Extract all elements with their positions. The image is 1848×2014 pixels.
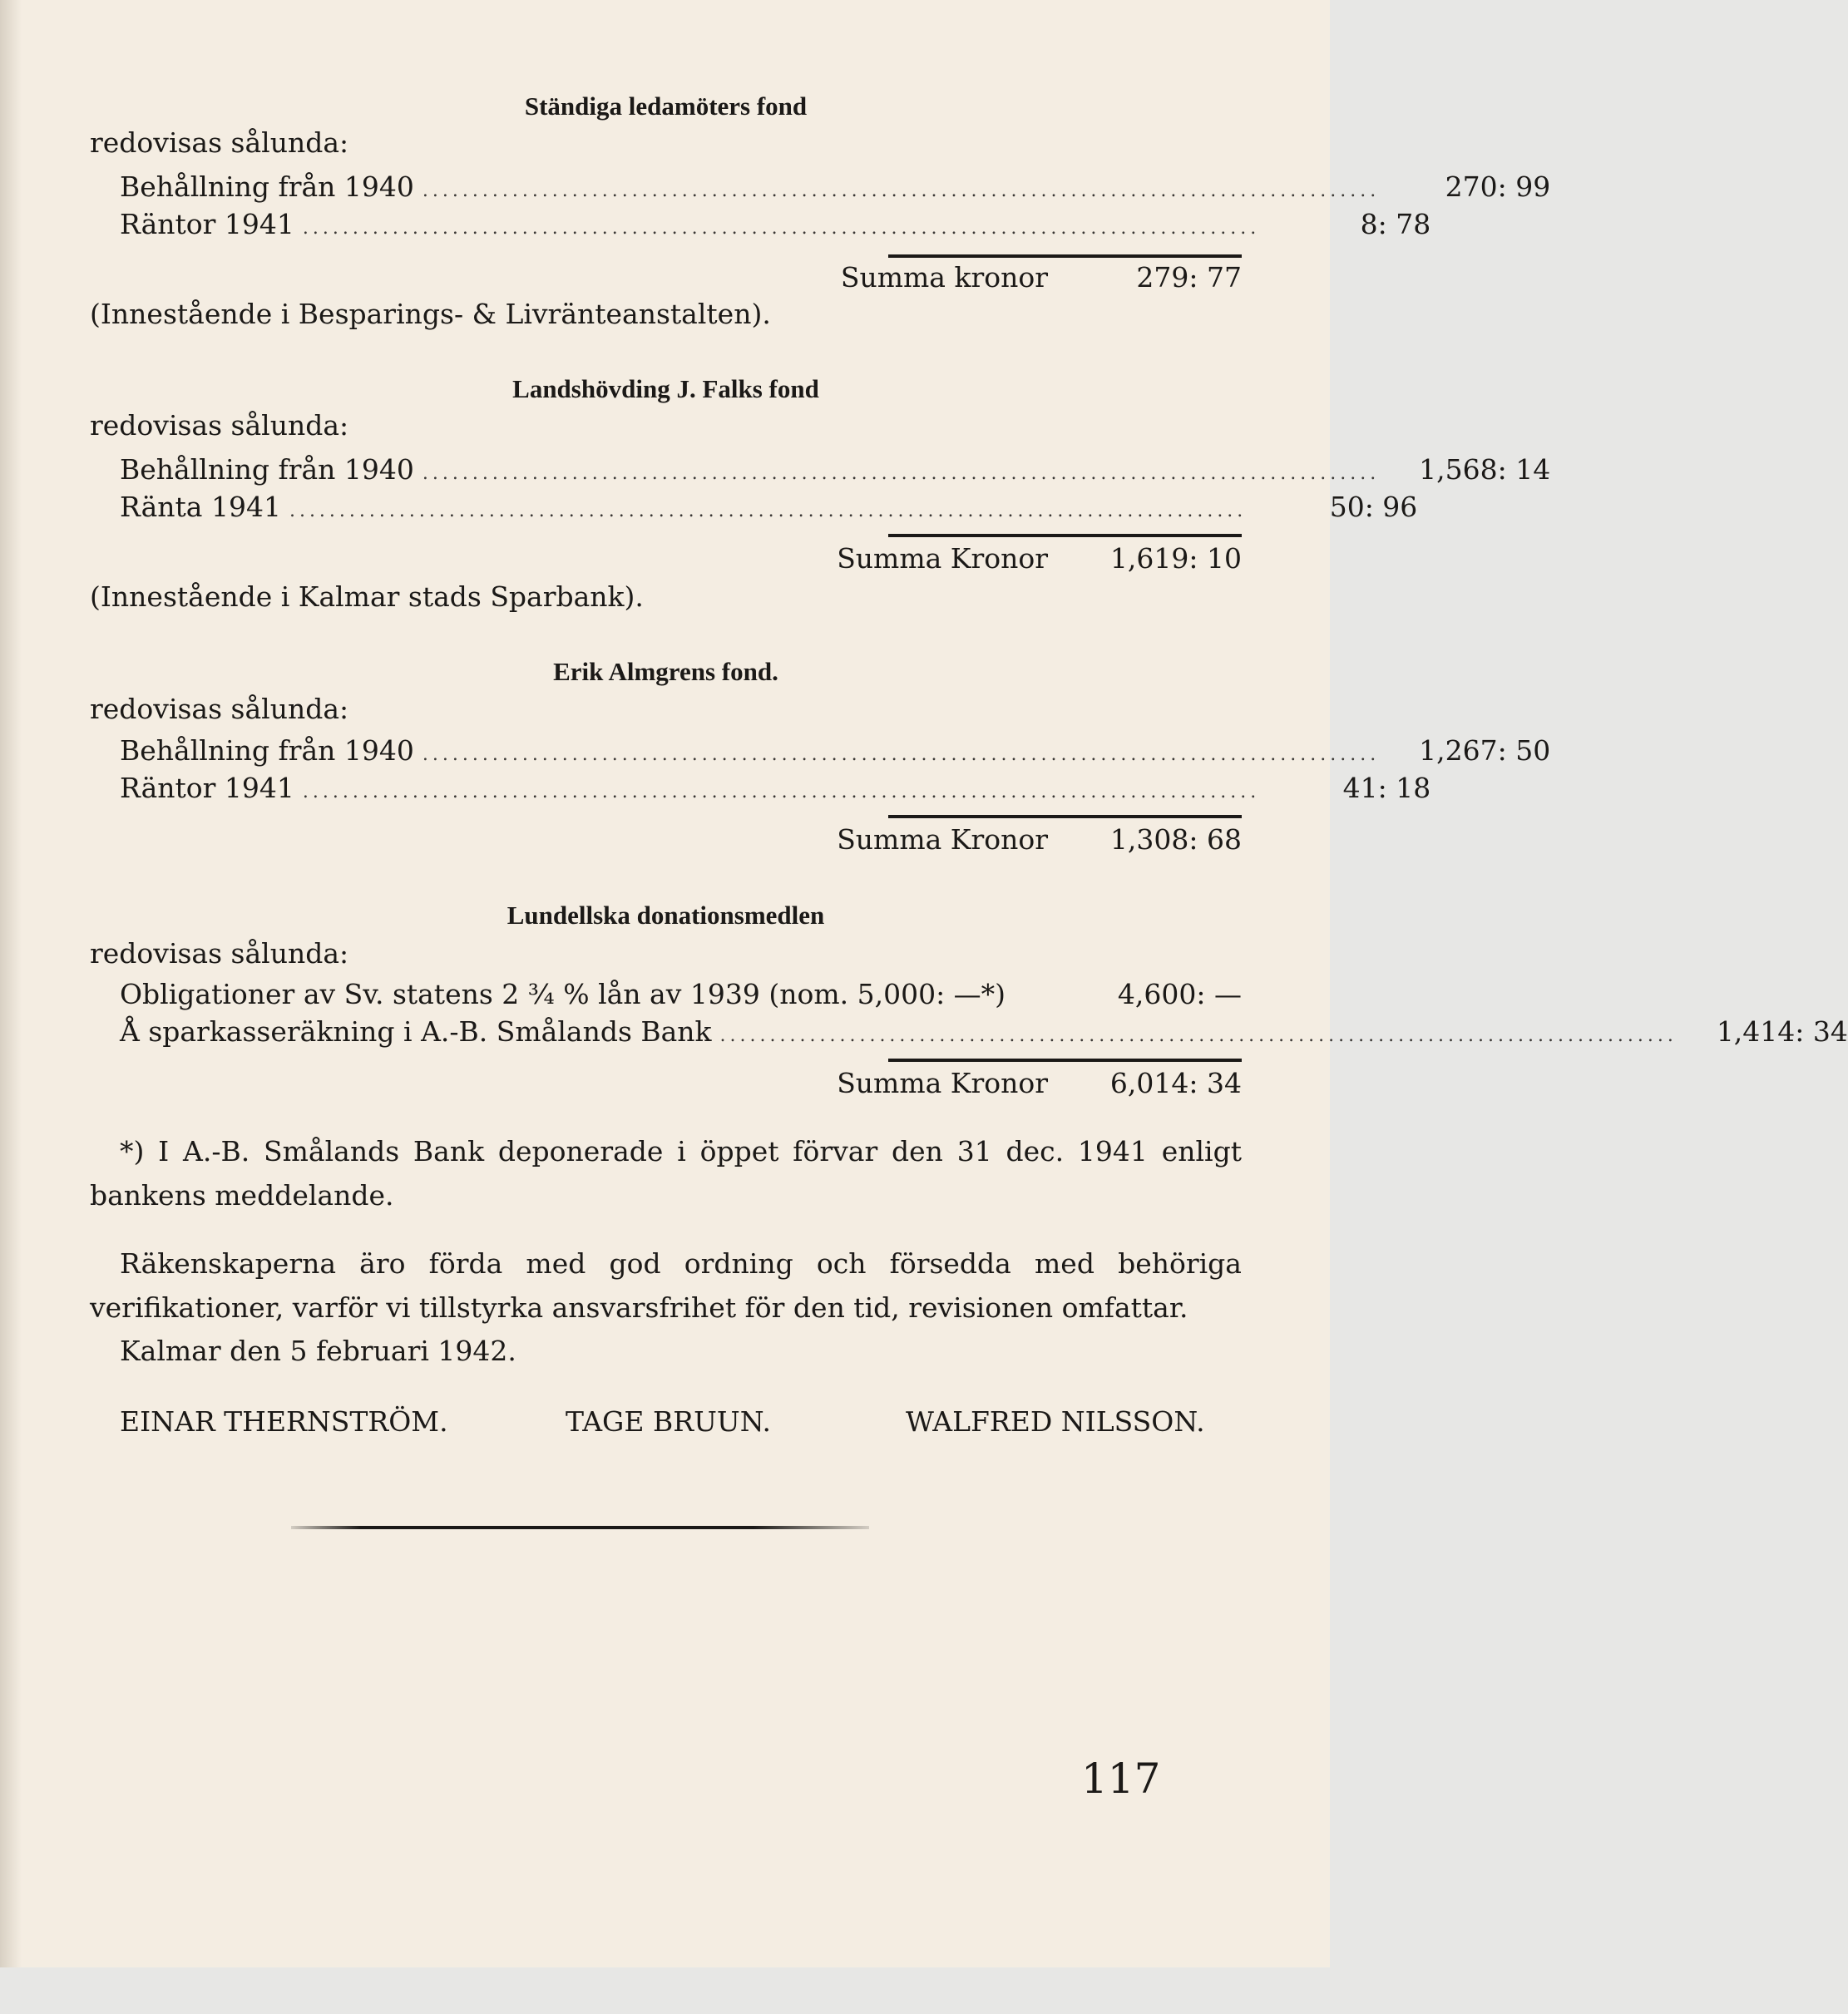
row-amount: 4,600: — [1117,978,1242,1010]
sum-label: Summa Kronor [837,1067,1048,1099]
row-label: Räntor 1941 [120,772,294,804]
section-intro: redovisas sålunda: [90,126,349,159]
ledger-row [120,772,1431,810]
row-amount: 41: 18 [1342,772,1431,804]
sum-amount: 1,619: 10 [1109,542,1242,575]
dot-leader: ................................................................................................ [422,180,1381,201]
sum-label: Summa Kronor [837,823,1048,856]
dot-leader: ................................................................................................ [289,501,1248,521]
row-amount: 1,568: 14 [1419,453,1551,486]
ledger-row [120,978,1242,1016]
sum-label: Summa kronor [840,261,1048,294]
footnote: *) I A.-B. Smålands Bank deponerade i öppet förvar den 31 dec. 1941 enligt bankens meddelande. [90,1135,1242,1212]
page-spine-shadow [0,0,22,1967]
row-amount: 1,414: 34 [1716,1015,1848,1048]
sum-row [120,261,1242,299]
row-label: Behållning från 1940 [120,453,414,486]
dot-leader: ................................................................................................ [422,744,1381,765]
signature-name: EINAR THERNSTRÖM. [120,1405,448,1438]
section-note: (Innestående i Kalmar stads Sparbank). [90,580,644,613]
audit-statement: Räkenskaperna äro förda med god ordning och försedda med behöriga verifikationer, varför vi tillstyrka ansvarsfrihet för den tid, revisionen omfattar. [90,1247,1242,1324]
row-label: Behållning från 1940 [120,734,414,767]
signature-name: WALFRED NILSSON. [906,1405,1205,1438]
row-amount: 50: 96 [1329,491,1418,523]
sum-rule [888,815,1242,818]
sum-rule [888,1059,1242,1062]
sum-amount: 6,014: 34 [1109,1067,1242,1099]
sum-label: Summa Kronor [837,542,1048,575]
sum-rule [888,254,1242,258]
sum-row [120,1067,1242,1105]
sum-row [120,542,1242,580]
row-label: Å sparkasseräkning i A.-B. Smålands Bank [120,1015,712,1048]
closing-rule [291,1526,869,1529]
sum-rule [888,534,1242,537]
sum-amount: 279: 77 [1136,261,1242,294]
ledger-row [120,453,1551,491]
section-intro: redovisas sålunda: [90,693,349,725]
row-label: Behållning från 1940 [120,170,414,203]
row-label: Ränta 1941 [120,491,281,523]
sum-row [120,823,1242,861]
row-label: Räntor 1941 [120,208,294,240]
dot-leader: ................................................................................................ [302,218,1261,239]
ledger-row [120,170,1551,209]
sum-amount: 1,308: 68 [1109,823,1242,856]
section-intro: redovisas sålunda: [90,937,349,970]
ledger-row [120,208,1431,246]
ledger-row [120,734,1551,773]
section-heading: Ständiga ledamöters fond [524,91,808,121]
section-intro: redovisas sålunda: [90,409,349,442]
section-heading: Lundellska donationsmedlen [506,901,825,930]
ledger-row [120,1015,1848,1054]
dot-leader: ................................................................................................ [302,782,1261,802]
row-amount: 270: 99 [1445,170,1551,203]
place-date: Kalmar den 5 februari 1942. [120,1335,516,1367]
section-heading: Erik Almgrens fond. [553,657,778,686]
signature-name: TAGE BRUUN. [566,1405,771,1438]
section-heading: Landshövding J. Falks fond [512,374,819,403]
row-amount: 8: 78 [1360,208,1431,240]
row-label: Obligationer av Sv. statens 2 ¾ % lån av 1939 (nom. 5,000: —*) [120,978,1006,1010]
row-amount: 1,267: 50 [1419,734,1551,767]
page-content [90,0,1848,1967]
page-number: 117 [1081,1755,1161,1803]
dot-leader: ................................................................................................ [719,1025,1678,1046]
section-note: (Innestående i Besparings- & Livränteanstalten). [90,298,771,330]
ledger-row [120,491,1418,529]
dot-leader: ................................................................................................ [422,463,1381,484]
